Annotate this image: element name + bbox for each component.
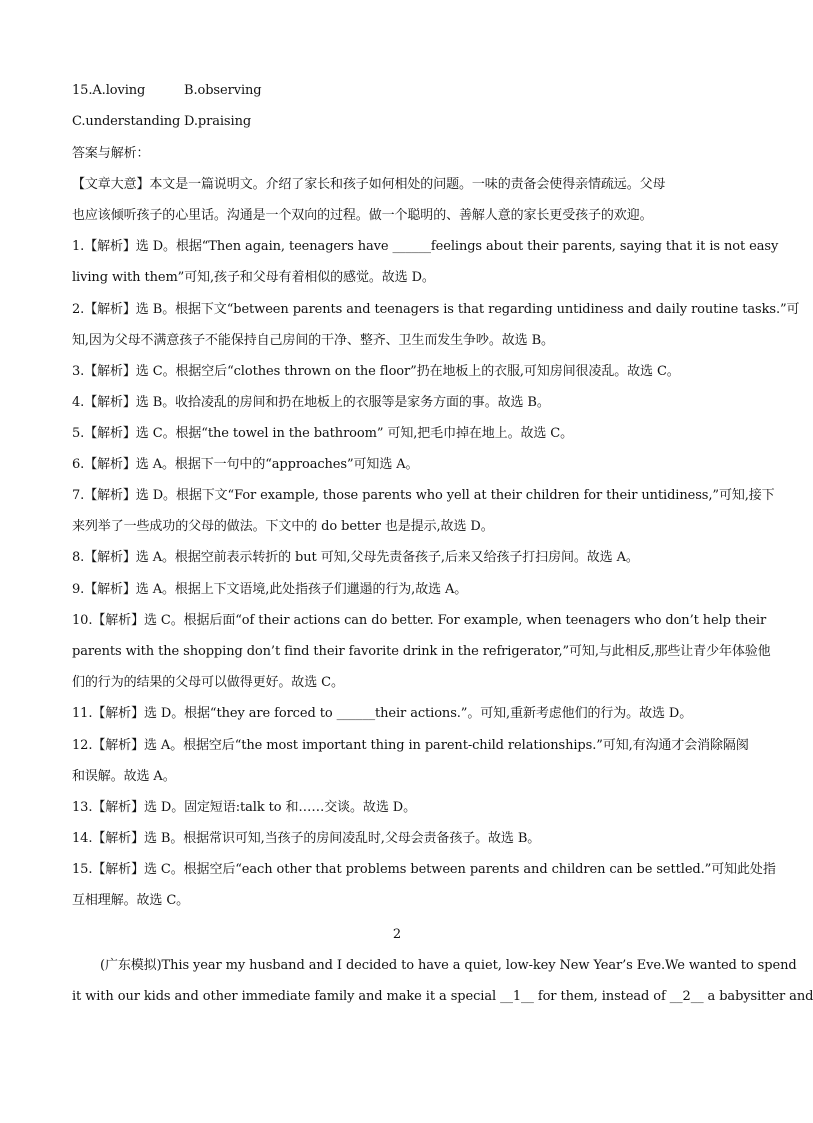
explanation-line: 12.【解析】选 A。根据空后“the most important thing in parent-child relationships.”可知,有沟通才会消除隔阂: [72, 738, 749, 753]
explanation-line: parents with the shopping don’t find their favorite drink in the refrigerator,”可知,与此相反,那些让青少年体验他: [72, 644, 771, 659]
option-c: C.understanding: [72, 114, 181, 129]
explanation-line: 们的行为的结果的父母可以做得更好。故选 C。: [72, 675, 344, 690]
option-d: D.praising: [184, 114, 252, 129]
summary-line: 也应该倾听孩子的心里话。沟通是一个双向的过程。做一个聪明的、善解人意的家长更受孩子的欢迎。: [72, 208, 653, 223]
explanation-line: 2.【解析】选 B。根据下文“between parents and teenagers is that regarding untidiness and daily routine tasks.”可: [72, 302, 800, 317]
explanation-line: 和误解。故选 A。: [72, 769, 176, 784]
option-row-1: [72, 81, 724, 101]
explanation-line: 3.【解析】选 C。根据空后“clothes thrown on the floor”扔在地板上的衣服,可知房间很凌乱。故选 C。: [72, 364, 680, 379]
explanation-line: 互相理解。故选 C。: [72, 893, 190, 908]
explanation-line: 8.【解析】选 A。根据空前表示转折的 but 可知,父母先责备孩子,后来又给孩子打扫房间。故选 A。: [72, 550, 639, 565]
answer-heading: 答案与解析：: [72, 146, 150, 161]
passage-line: (广东模拟)This year my husband and I decided to have a quiet, low-key New Year’s Eve.We wanted to spend: [100, 958, 797, 973]
summary-line: 【文章大意】本文是一篇说明文。介绍了家长和孩子如何相处的问题。一味的责备会使得亲情疏远。父母: [72, 177, 666, 192]
explanation-line: 14.【解析】选 B。根据常识可知,当孩子的房间凌乱时,父母会责备孩子。故选 B。: [72, 831, 541, 846]
explanation-line: 11.【解析】选 D。根据“they are forced to ______their actions.”。可知,重新考虑他们的行为。故选 D。: [72, 706, 693, 721]
explanation-line: 知,因为父母不满意孩子不能保持自己房间的干净、整齐、卫生而发生争吵。故选 B。: [72, 333, 554, 348]
section-number: 2: [392, 927, 402, 942]
explanation-line: 1.【解析】选 D。根据“Then again, teenagers have ______feelings about their parents, saying that it is not easy: [72, 239, 779, 254]
explanation-line: 4.【解析】选 B。收拾凌乱的房间和扔在地板上的衣服等是家务方面的事。故选 B。: [72, 395, 550, 410]
explanation-line: 6.【解析】选 A。根据下一句中的“approaches”可知选 A。: [72, 457, 419, 472]
option-row-2: [72, 112, 724, 132]
explanation-line: 9.【解析】选 A。根据上下文语境,此处指孩子们邋遢的行为,故选 A。: [72, 582, 468, 597]
passage-line: it with our kids and other immediate family and make it a special __1__ for them, instead of __2__ a babysitter and: [72, 989, 813, 1004]
explanation-line: 来列举了一些成功的父母的做法。下文中的 do better 也是提示,故选 D。: [72, 519, 494, 534]
explanation-line: 5.【解析】选 C。根据“the towel in the bathroom” 可知,把毛巾掉在地上。故选 C。: [72, 426, 574, 441]
explanation-line: 7.【解析】选 D。根据下文“For example, those parents who yell at their children for their untidiness,”可知,接下: [72, 488, 775, 503]
explanation-line: 10.【解析】选 C。根据后面“of their actions can do better. For example, when teenagers who don’t help their: [72, 613, 767, 628]
option-b: B.observing: [184, 83, 262, 98]
option-a: 15.A.loving: [72, 83, 146, 98]
explanation-line: 13.【解析】选 D。固定短语:talk to 和……交谈。故选 D。: [72, 800, 416, 815]
explanation-line: living with them”可知,孩子和父母有着相似的感觉。故选 D。: [72, 270, 435, 285]
explanation-line: 15.【解析】选 C。根据空后“each other that problems between parents and children can be settled.”可知此处指: [72, 862, 776, 877]
